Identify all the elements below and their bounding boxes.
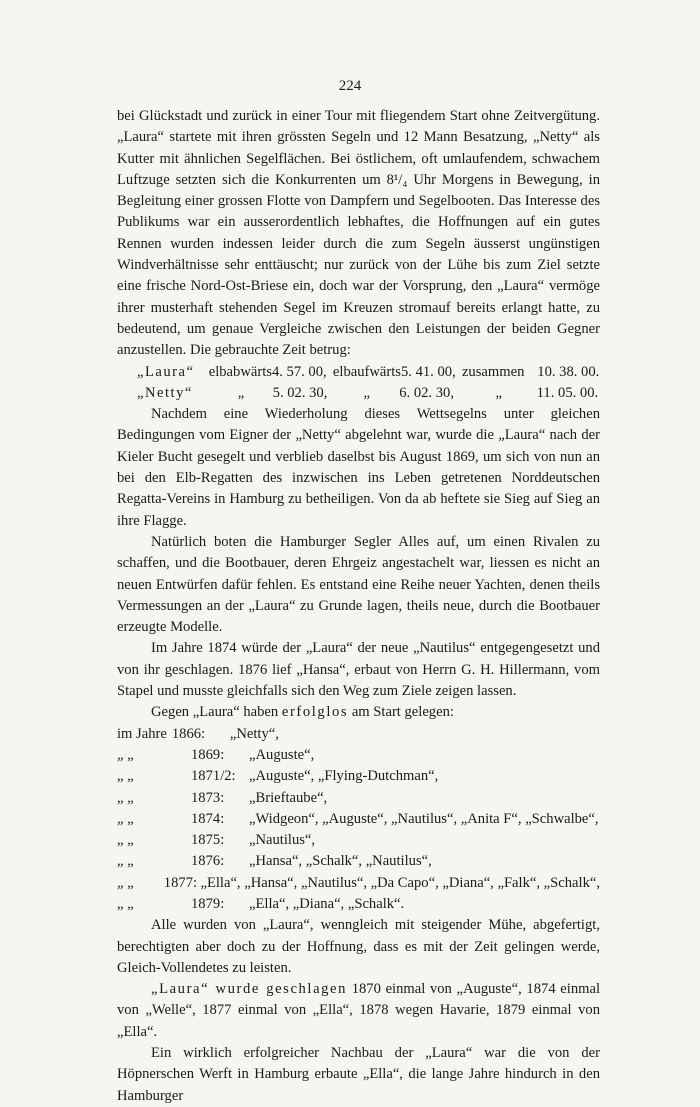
list-entries: „Auguste“, „Flying-Dutchman“,: [249, 768, 439, 785]
paragraph-race-report: bei Glückstadt und zurück in einer Tour mit fliegendem Start ohne Zeitvergütung. „Laura“ startete mit ihren grössten Segeln und 12 Mann Besatzung, „Netty“ als Kutter mit ähnlichen Segelflächen. Bei östlichem, oft umlaufendem, schwachem Luftzuge setzten sich die Konkurrenten um 8¹/₄ Uhr Morgens in Bewegung, in Begleitung einer grossen Flotte von Dampfern und Segelbooten. Das Interesse des Publikums war ein ausserordentlich lebhaftes, die Hoffnungen auf ein gutes Rennen wurden indessen leider durch die zum Segeln äusserst ungünstigen Windverhältnisse sehr enttäuscht; nur zurück von der Lühe bis zum Ziel setzte eine frische Nord-Ost-Briese ein, doch war der Vorsprung, den „Laura“ vermöge ihrer musterhaft stehenden Segel im Kreuzen stromauf bereits erlangt hatte, zu bedeutend, um genaue Vergleiche zwischen den Leistungen der beiden Gegner anzustellen. Die gebrauchte Zeit betrug:: [117, 108, 600, 359]
total-label: zusammen: [461, 363, 525, 380]
list-year: 1869:: [191, 746, 225, 763]
list-prefix: „ „: [117, 810, 134, 827]
list-year: 1873:: [191, 789, 225, 806]
list-item: [117, 851, 600, 872]
list-prefix: im Jahre: [117, 725, 167, 742]
paragraph-defeats: [117, 979, 600, 1043]
list-entries: „Ella“, „Diana“, „Schalk“.: [249, 895, 405, 912]
text-rest: 1870 einmal von „Auguste“, 1874 einmal von „Welle“, 1877 einmal von „Ella“, 1878 wegen Havarie, 1879 einmal von „Ella“.: [117, 981, 600, 1040]
upstream-time: 6. 02. 30,: [399, 384, 454, 401]
list-year: 1877:: [163, 874, 198, 891]
list-item: [117, 894, 600, 915]
paragraph-all-defeated: Alle wurden von „Laura“, wenngleich mit steigender Mühe, abgefertigt, berechtigten aber doch zu der Hoffnung, dass es mit der Zeit gelingen werde, Gleich-Vollendetes zu leisten.: [117, 917, 600, 976]
upstream-time: 5. 41. 00,: [400, 363, 456, 380]
list-item: [117, 830, 600, 851]
downstream-label: elbabwärts: [208, 363, 272, 380]
list-prefix: „ „: [117, 895, 134, 912]
list-prefix: „ „: [117, 768, 134, 785]
yacht-name: „Netty“: [137, 384, 193, 401]
list-year: 1874:: [191, 810, 225, 827]
text-lead: Gegen „Laura“ haben: [151, 704, 279, 721]
list-item: [117, 788, 600, 809]
text-emphasis: erfolglos: [281, 704, 349, 721]
list-year: 1866:: [171, 725, 206, 742]
paragraph-kiel: Nachdem eine Wiederholung dieses Wettsegelns unter gleichen Bedingungen vom Eigner der „Netty“ abgelehnt war, wurde die „Laura“ nach der Kieler Bucht gesegelt und verblieb daselbst bis August 1869, um sich von nun an bei den Elb-Regatten des inzwischen ins Leben getretenen Norddeutschen Regatta-Vereins in Hamburg zu betheiligen. Von da ab heftete sie Sieg auf Sieg an ihre Flagge.: [117, 406, 600, 529]
list-year: 1871/2:: [191, 768, 236, 785]
list-year: 1879:: [191, 895, 225, 912]
times-row-laura: [137, 362, 600, 383]
times-row-netty: [137, 383, 600, 404]
total-time: 10. 38. 00.: [537, 363, 600, 380]
list-item: [117, 766, 600, 787]
list-item: [117, 809, 600, 830]
list-prefix: „ „: [117, 874, 134, 891]
total-time: 11. 05. 00.: [536, 384, 599, 401]
list-prefix: „ „: [117, 853, 134, 870]
downstream-time: 5. 02. 30,: [272, 384, 328, 401]
paragraph-nautilus: Im Jahre 1874 würde der „Laura“ der neue „Nautilus“ entgegengesetzt und von ihr geschlagen. 1876 lief „Hansa“, erbaut von Herrn G. H. Hillermann, vom Stapel und musste gleichfalls sich den Weg zum Ziele zeigen lassen.: [117, 640, 600, 700]
list-entries: „Brieftaube“,: [249, 789, 328, 806]
ditto-mark: „: [495, 384, 502, 401]
text-rest: am Start gelegen:: [351, 704, 454, 721]
list-entries: „Auguste“,: [249, 746, 315, 763]
page-text: [117, 106, 600, 1107]
yacht-name: „Laura“: [137, 363, 195, 380]
text-emphasis: „Laura“ wurde geschlagen: [151, 981, 348, 998]
list-entries: „Nautilus“,: [249, 832, 316, 849]
list-entries: „Netty“,: [229, 725, 279, 742]
list-year: 1875:: [191, 832, 225, 849]
paragraph-unsuccessful: [117, 702, 600, 723]
list-entries: „Ella“, „Hansa“, „Nautilus“, „Da Capo“, „Diana“, „Falk“, „Schalk“,: [200, 874, 600, 891]
list-item: [117, 745, 600, 766]
years-list: [117, 724, 600, 916]
list-year: 1876:: [191, 853, 225, 870]
paragraph-rivals: Natürlich boten die Hamburger Segler Alles auf, um einen Rivalen zu schaffen, und die Bootbauer, deren Ehrgeiz angestachelt war, liessen es nicht an neuen Entwürfen dafür fehlen. Es entstand eine Reihe neuer Yachten, denen theils Vermessungen an der „Laura“ zu Grunde lagen, theils neue, durch die Bootbauer erzeugte Modelle.: [117, 533, 600, 636]
list-item: [117, 873, 600, 894]
list-prefix: „ „: [117, 832, 134, 849]
list-prefix: „ „: [117, 746, 134, 763]
downstream-time: 4. 57. 00,: [271, 363, 327, 380]
race-times-table: [137, 362, 600, 405]
list-entries: „Widgeon“, „Auguste“, „Nautilus“, „Anita F“, „Schwalbe“,: [249, 810, 599, 827]
paragraph-ella: Ein wirklich erfolgreicher Nachbau der „Laura“ war die von der Höpnerschen Werft in Hamburg erbaute „Ella“, die lange Jahre hindurch in den Hamburger: [117, 1045, 600, 1104]
list-entries: „Hansa“, „Schalk“, „Nautilus“,: [249, 853, 432, 870]
list-item: [117, 724, 600, 745]
list-prefix: „ „: [117, 789, 134, 806]
ditto-mark: „: [237, 384, 245, 401]
page-number: 224: [338, 78, 362, 94]
upstream-label: elbaufwärts: [332, 363, 401, 380]
ditto-mark: „: [363, 384, 370, 401]
